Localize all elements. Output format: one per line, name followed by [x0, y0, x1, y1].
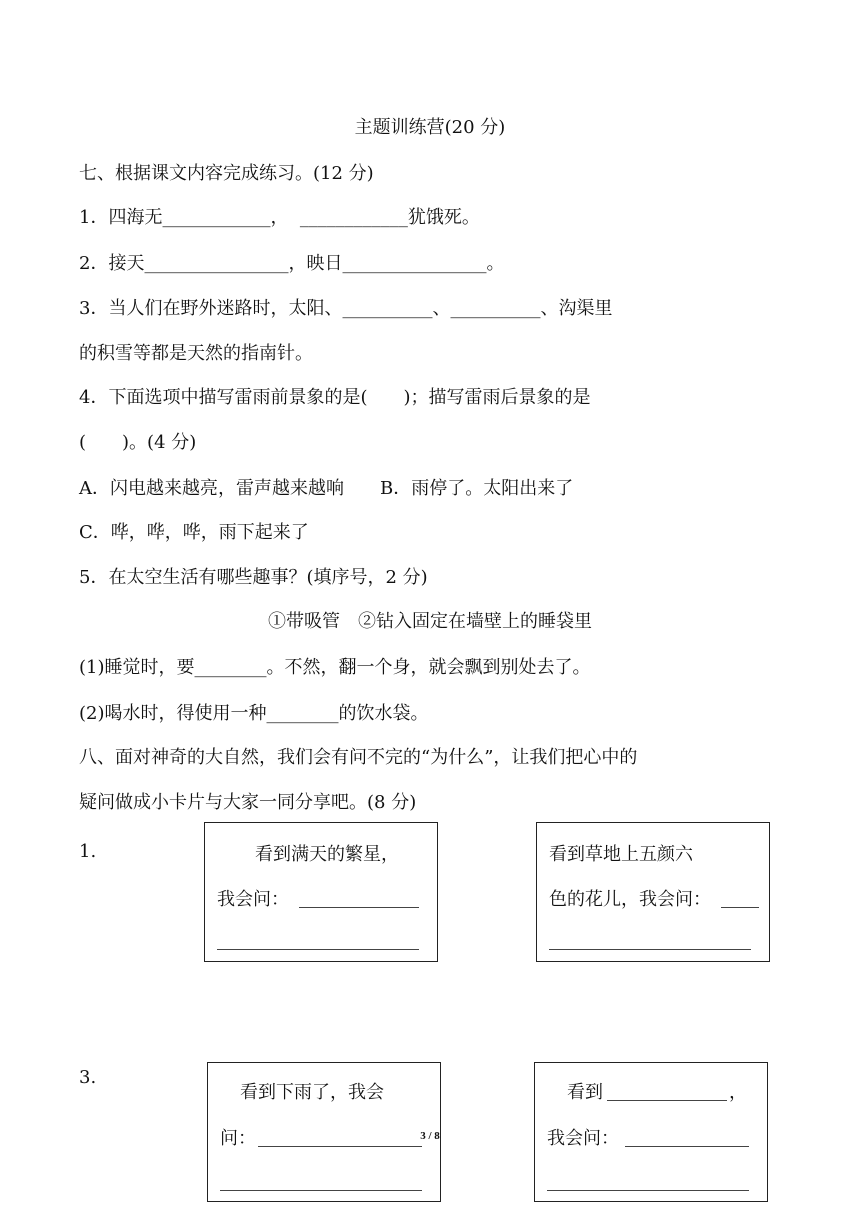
card-4-line2: 我会问：: [547, 1128, 619, 1149]
card-1-line2: 我会问：: [217, 889, 289, 910]
section-title: 主题训练营(20 分): [354, 117, 506, 138]
q7-options-line: ①带吸管 ②钻入固定在墙壁上的睡袋里: [268, 611, 592, 632]
q8-heading-line1: 八、面对神奇的大自然，我们会有问不完的“为什么”，让我们把心中的: [79, 747, 638, 768]
card-4-line1-end: ，: [729, 1082, 747, 1103]
card-number-1: 1.: [79, 841, 97, 862]
question-card-2: [536, 822, 770, 962]
q7-item-4-cont: ( )。(4 分): [79, 432, 197, 453]
card-1-blank-1[interactable]: [299, 907, 419, 908]
q8-heading-line2: 疑问做成小卡片与大家一同分享吧。(8 分): [79, 792, 417, 813]
q7-item-2: 2．接天________________，映日________________。: [79, 253, 505, 274]
card-4-blank-2[interactable]: [625, 1146, 749, 1147]
q7-option-c: C．哗，哗，哗，雨下起来了: [79, 522, 309, 543]
card-3-blank-2[interactable]: [220, 1190, 422, 1191]
card-4-blank-3[interactable]: [547, 1190, 749, 1191]
card-number-3: 3.: [79, 1067, 97, 1088]
q7-item-4: 4．下面选项中描写雷雨前景象的是( )；描写雷雨后景象的是: [79, 387, 591, 408]
q7-sub-item-1: (1)睡觉时，要________。不然，翻一个身，就会飘到别处去了。: [79, 657, 591, 678]
card-1-line1: 看到满天的繁星，: [255, 844, 399, 865]
q7-item-3-cont: 的积雪等都是天然的指南针。: [79, 343, 313, 364]
card-4-line1: 看到: [567, 1082, 603, 1103]
q7-heading: 七、根据课文内容完成练习。(12 分): [79, 163, 374, 184]
q7-sub-item-2: (2)喝水时，得使用一种________的饮水袋。: [79, 703, 429, 724]
card-2-line1: 看到草地上五颜六: [549, 844, 693, 865]
q7-item-1: 1．四海无____________， ____________犹饿死。: [79, 207, 480, 228]
q7-item-5: 5．在太空生活有哪些趣事？(填序号，2 分): [79, 567, 428, 588]
page-number: 3 / 8: [420, 1130, 440, 1142]
card-2-line2: 色的花儿，我会问：: [549, 889, 711, 910]
card-1-blank-2[interactable]: [217, 949, 419, 950]
card-4-blank-1[interactable]: [607, 1100, 727, 1101]
card-3-line2: 问：: [220, 1128, 256, 1149]
card-3-line1: 看到下雨了，我会: [240, 1082, 384, 1103]
card-3-blank-1[interactable]: [258, 1146, 422, 1147]
q7-item-3: 3．当人们在野外迷路时，太阳、__________、__________、沟渠里: [79, 298, 613, 319]
card-2-blank-2[interactable]: [549, 949, 751, 950]
card-2-blank-1[interactable]: [721, 907, 759, 908]
question-card-1: [204, 822, 438, 962]
q7-option-ab: A．闪电越来越亮，雷声越来越响 B．雨停了。太阳出来了: [79, 478, 574, 499]
